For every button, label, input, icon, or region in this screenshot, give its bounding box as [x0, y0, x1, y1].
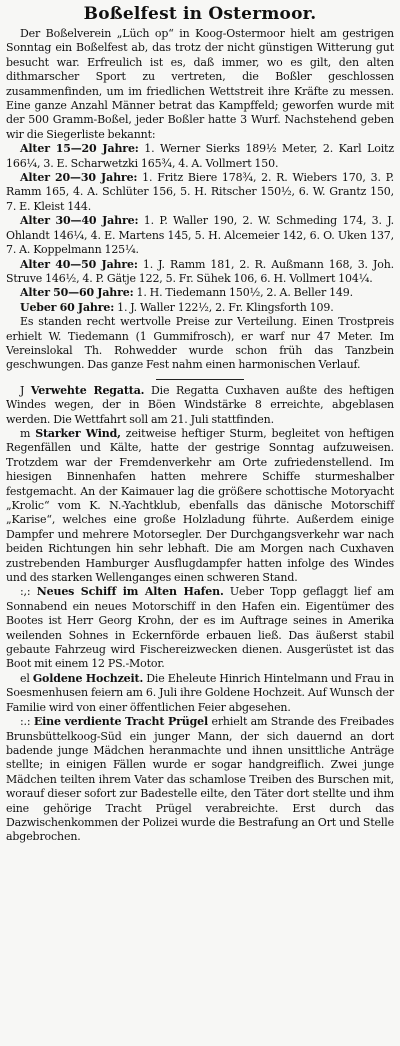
note-verwehte-regatta — [6, 384, 394, 427]
note-text: Die Regatta Cuxhaven außte des heftigen Windes wegen, der in Böen Windstärke 8 erreichte, abgeblasen werden. Die Wettfahrt soll am 21. Juli stattfinden. — [6, 383, 395, 426]
note-heading: Starker Wind, — [35, 426, 121, 440]
section-divider — [156, 379, 244, 380]
age-group-label: Alter 50—60 Jahre: — [20, 286, 134, 300]
note-prefix: J — [20, 383, 25, 397]
note-heading: Goldene Hochzeit. — [32, 671, 144, 685]
note-goldene-hochzeit — [6, 672, 394, 715]
note-prefix: el — [20, 671, 30, 685]
note-prefix: m — [20, 426, 31, 440]
note-text: Die Eheleute Hinrich Hintelmann und Frau in Soesmenhusen feiern am 6. Juli ihre Goldene Hochzeit. Auf Wunsch der Familie wird von einer öffentlichen Feier abgesehen. — [6, 671, 394, 714]
results-age-20-30: Alter 20—30 Jahre: 1. Fritz Biere 178¾, 2. R. Wiebers 170, 3. P. Ramm 165, 4. A. Schlüter 156, 5. H. Ritscher 150½, 6. W. Grantz 150, 7. E. Kleist 144. — [6, 171, 394, 213]
age-group-label: Alter 30—40 Jahre: — [20, 214, 139, 228]
local-notes — [6, 384, 394, 845]
note-text: erhielt am Strande des Freibades Brunsbüttelkoog-Süd ein junger Mann, der sich dauernd an dort badende junge Mädchen heranmachte und ihnen unsittliche Anträge stellte; in einigen Fällen wurde er sogar handgreiflich. Zwei junge Mädchen teilten ihrem Vater das schamlose Treiben des Burschen mit, worauf dieser sofort zur Badestelle eilte, den Täter dort stellte und ihm eine gehörige Tracht Prügel verabreichte. Erst durch das Dazwischenkommen der Polizei wurde die Bestrafung an Ort und Stelle abgebrochen. — [6, 715, 394, 844]
note-heading: Eine verdiente Tracht Prügel — [33, 715, 209, 729]
article-intro-paragraph: Der Boßelverein „Lüch op“ in Koog-Ostermoor hielt am gestrigen Sonntag ein Boßelfest ab, das trotz der nicht günstigen Witterung gut besucht war. Erfreulich ist es, daß immer, wo es gilt, den alten dithmarscher Sport zu vertreten, die Boßler geschlossen zusammenfinden, um im friedlichen Wettstreit ihre Kräfte zu messen. Eine ganze Anzahl Männer betrat das Kampffeld; geworfen wurde mit der 500 Gramm-Boßel, jeder Boßler hatte 3 Wurf. Nachstehend geben wir die Siegerliste bekannt: — [6, 27, 394, 141]
article-body — [6, 27, 394, 373]
age-group-label: Alter 15—20 Jahre: — [20, 142, 139, 156]
note-text: Ueber Topp geflaggt lief am Sonnabend ein neues Motorschiff in den Hafen ein. Eigentümer des Bootes ist Herr Georg Krohn, der es im Auftrage seines in Amerika weilenden Sohnes in Eckernförde erbauen ließ. Das äußerst stabil gebaute Fahrzeug wird Fischereizwecken dienen. Ausgerüstet ist das Boot mit einem 12 PS.-Motor. — [6, 585, 394, 671]
age-group-label: Alter 20—30 Jahre: — [20, 171, 138, 185]
results-over-60: Ueber 60 Jahre: 1. J. Waller 122½, 2. Fr. Klingsforth 109. — [20, 300, 334, 314]
age-group-label: Ueber 60 Jahre: — [20, 300, 115, 314]
article-title: Boßelfest in Ostermoor. — [83, 4, 317, 24]
age-group-label: Alter 40—50 Jahre: — [20, 257, 138, 271]
article-closing-paragraph: Es standen recht wertvolle Preise zur Verteilung. Einen Trostpreis erhielt W. Tiedemann (1 Gummifrosch), er warf nur 47 Meter. Im Vereinslokal Th. Rohwedder wurde schon früh das Tanzbein geschwungen. Das ganze Fest nahm einen harmonischen Verlauf. — [6, 315, 394, 372]
results-age-30-40: Alter 30—40 Jahre: 1. P. Waller 190, 2. W. Schmeding 174, 3. J. Ohlandt 146¼, 4. E. Martens 145, 5. H. Alcemeier 142, 6. O. Uken 137, 7. A. Koppelmann 125¼. — [6, 214, 394, 257]
results-age-50-60: Alter 50—60 Jahre: 1. H. Tiedemann 150½, 2. A. Beller 149. — [20, 286, 353, 300]
note-tracht-pruegel — [6, 715, 394, 845]
note-heading: Neues Schiff im Alten Hafen. — [36, 585, 224, 599]
note-heading: Verwehte Regatta. — [30, 383, 145, 397]
note-text: zeitweise heftiger Sturm, begleitet von heftigen Regenfällen und Kälte, hatte der gestrige Sonntag aufzuweisen. Trotzdem war der Fremdenverkehr am Orte zufriedenstellend. Im hiesigen Binnenhafen hatten mehrere Schiffe sturmeshalber festgemacht. An der Kaimauer lag die größere schottische Motoryacht „Krolic“ vom K. N.-Yachtklub, ebenfalls das dänische Motorschiff „Karise“, welches eine große Holzladung führte. Außerdem einige Dampfer und mehrere Motorsegler. Der Durchgangsverkehr war nach beiden Richtungen hin sehr lebhaft. Die am Morgen nach Cuxhaven zustrebenden Hamburger Ausflugdampfer hatten infolge des Windes und des starken Wellenganges einen schweren Stand. — [6, 426, 395, 585]
note-prefix: :.: — [20, 715, 31, 729]
note-neues-schiff — [6, 585, 394, 671]
results-age-40-50: Alter 40—50 Jahre: 1. J. Ramm 181, 2. R. Außmann 168, 3. Joh. Struve 146½, 4. P. Gätje 122, 5. Fr. Sühek 106, 6. H. Vollmert 104¼. — [6, 257, 394, 285]
results-age-15-20: Alter 15—20 Jahre: 1. Werner Sierks 189½ Meter, 2. Karl Loitz 166¼, 3. E. Scharwetzki 165¾, 4. A. Vollmert 150. — [6, 142, 394, 170]
note-starker-wind — [6, 427, 394, 585]
note-prefix: :,: — [20, 585, 31, 599]
